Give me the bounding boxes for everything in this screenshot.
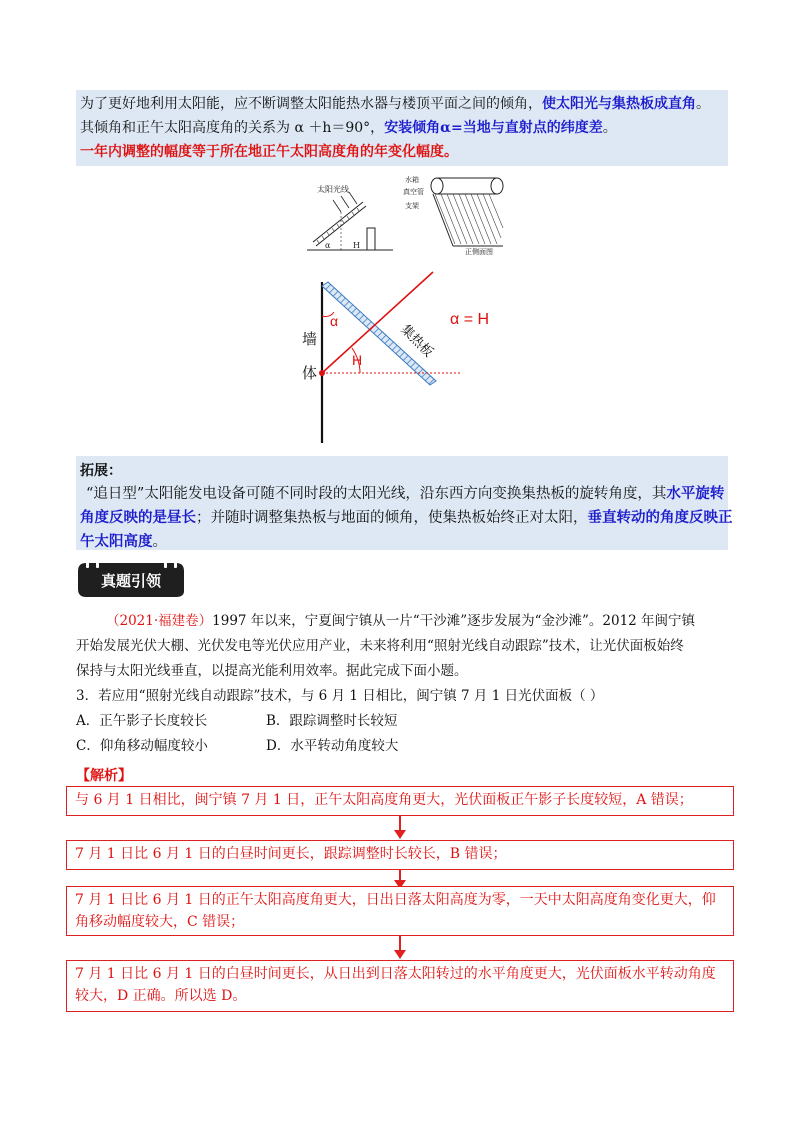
ray-origin-point (319, 370, 325, 376)
extension-text: 。 (152, 534, 167, 550)
intro-emphasis: 使太阳光与集热板成直角 (542, 96, 696, 112)
question-line-3: 保持与太阳光线垂直，以提高光能利用效率。据此完成下面小题。 (76, 663, 468, 679)
option-b: B．跟踪调整时长较短 (266, 713, 398, 729)
arrow-3-head (394, 950, 406, 959)
angle-diagram (290, 268, 520, 446)
badge-label: 真题引领 (100, 572, 162, 590)
extension-line-2 (80, 508, 733, 528)
extension-emphasis: 垂直转动的角度反映正 (587, 509, 733, 526)
h-label: H (352, 352, 363, 368)
extension-text: ；并随时调整集热板与地面的倾角，使集热板始终正对太阳， (196, 510, 588, 526)
question-line-1 (106, 611, 695, 631)
solar-heater-figure (305, 172, 505, 256)
question-line-2: 开始发展光伏大棚、光伏发电等光伏应用产业，未来将利用“照射光线自动跟踪”技术，让光伏面板始终 (76, 638, 684, 654)
analysis-step-2: 7 月 1 日比 6 月 1 日的白昼时间更长，跟踪调整时长较长，B 错误； (66, 840, 734, 870)
intro-line-2 (80, 118, 617, 138)
intro-emphasis: 安装倾角α=当地与直射点的纬度差 (384, 120, 603, 136)
sun-ray (322, 272, 433, 373)
arrow-1-head (394, 830, 406, 839)
question-source: （2021·福建卷） (106, 613, 213, 629)
formula-label: α = H (450, 311, 490, 328)
question-text: 1997 年以来，宁夏闽宁镇从一片“干沙滩”逐步发展为“金沙滩”。2012 年闽宁镇 (212, 613, 696, 629)
alpha-small-label: α (325, 241, 331, 250)
intro-line-3: 一年内调整的幅度等于所在地正午太阳高度角的年变化幅度。 (80, 144, 458, 160)
extension-emphasis: 角度反映的是昼长 (80, 509, 196, 526)
panel-label: 集热板 (397, 322, 436, 361)
option-d: D．水平转动角度较大 (266, 738, 399, 754)
tank-label: 水箱 (405, 176, 419, 184)
analysis-step-4: 7 月 1 日比 6 月 1 日的白昼时间更长，从日出到日落太阳转过的水平角度更大，光伏面板水平转动角度较大，D 正确。所以选 D。 (66, 960, 734, 1012)
analysis-step-1: 与 6 月 1 日相比，闽宁镇 7 月 1 日，正午太阳高度角更大，光伏面板正午影子长度较短，A 错误； (66, 786, 734, 816)
stand-label: 支架 (405, 202, 419, 210)
analysis-step-3: 7 月 1 日比 6 月 1 日的正午太阳高度角更大，日出日落太阳高度为零，一天中太阳高度角变化更大，仰角移动幅度较大，C 错误； (66, 886, 734, 936)
intro-text: 。 (696, 96, 710, 112)
section-badge (76, 561, 186, 599)
question-stem: 3．若应用“照射光线自动跟踪”技术，与 6 月 1 日相比，闽宁镇 7 月 1 日光伏面板（ ） (76, 688, 604, 704)
side-view-label: 正侧面图 (465, 248, 493, 256)
intro-line-1 (80, 94, 710, 114)
extension-line-1 (80, 484, 724, 504)
intro-text: 。 (602, 120, 617, 136)
alpha-label: α (330, 313, 339, 329)
h-small-label: H (353, 241, 360, 250)
intro-text: 其倾角和正午太阳高度角的关系为 α ＋h＝90°， (80, 120, 385, 136)
wall-label-2: 体 (302, 364, 318, 382)
sunlight-label: 太阳光线 (317, 185, 349, 194)
option-a: A．正午影子长度较长 (76, 713, 208, 729)
extension-emphasis: 水平旋转 (666, 485, 725, 502)
analysis-label: 【解析】 (76, 768, 132, 784)
extension-emphasis: 午太阳高度 (80, 533, 153, 550)
option-c: C．仰角移动幅度较小 (76, 738, 208, 754)
extension-label: 拓展： (80, 463, 122, 479)
wall-label-1: 墙 (302, 330, 318, 348)
intro-text: 为了更好地利用太阳能，应不断调整太阳能热水器与楼顶平面之间的倾角， (80, 96, 542, 112)
extension-text: “追日型”太阳能发电设备可随不同时段的太阳光线，沿东西方向变换集热板的旋转角度，其 (86, 486, 667, 502)
tube-label: 真空管 (403, 188, 424, 196)
extension-line-3 (80, 532, 167, 552)
